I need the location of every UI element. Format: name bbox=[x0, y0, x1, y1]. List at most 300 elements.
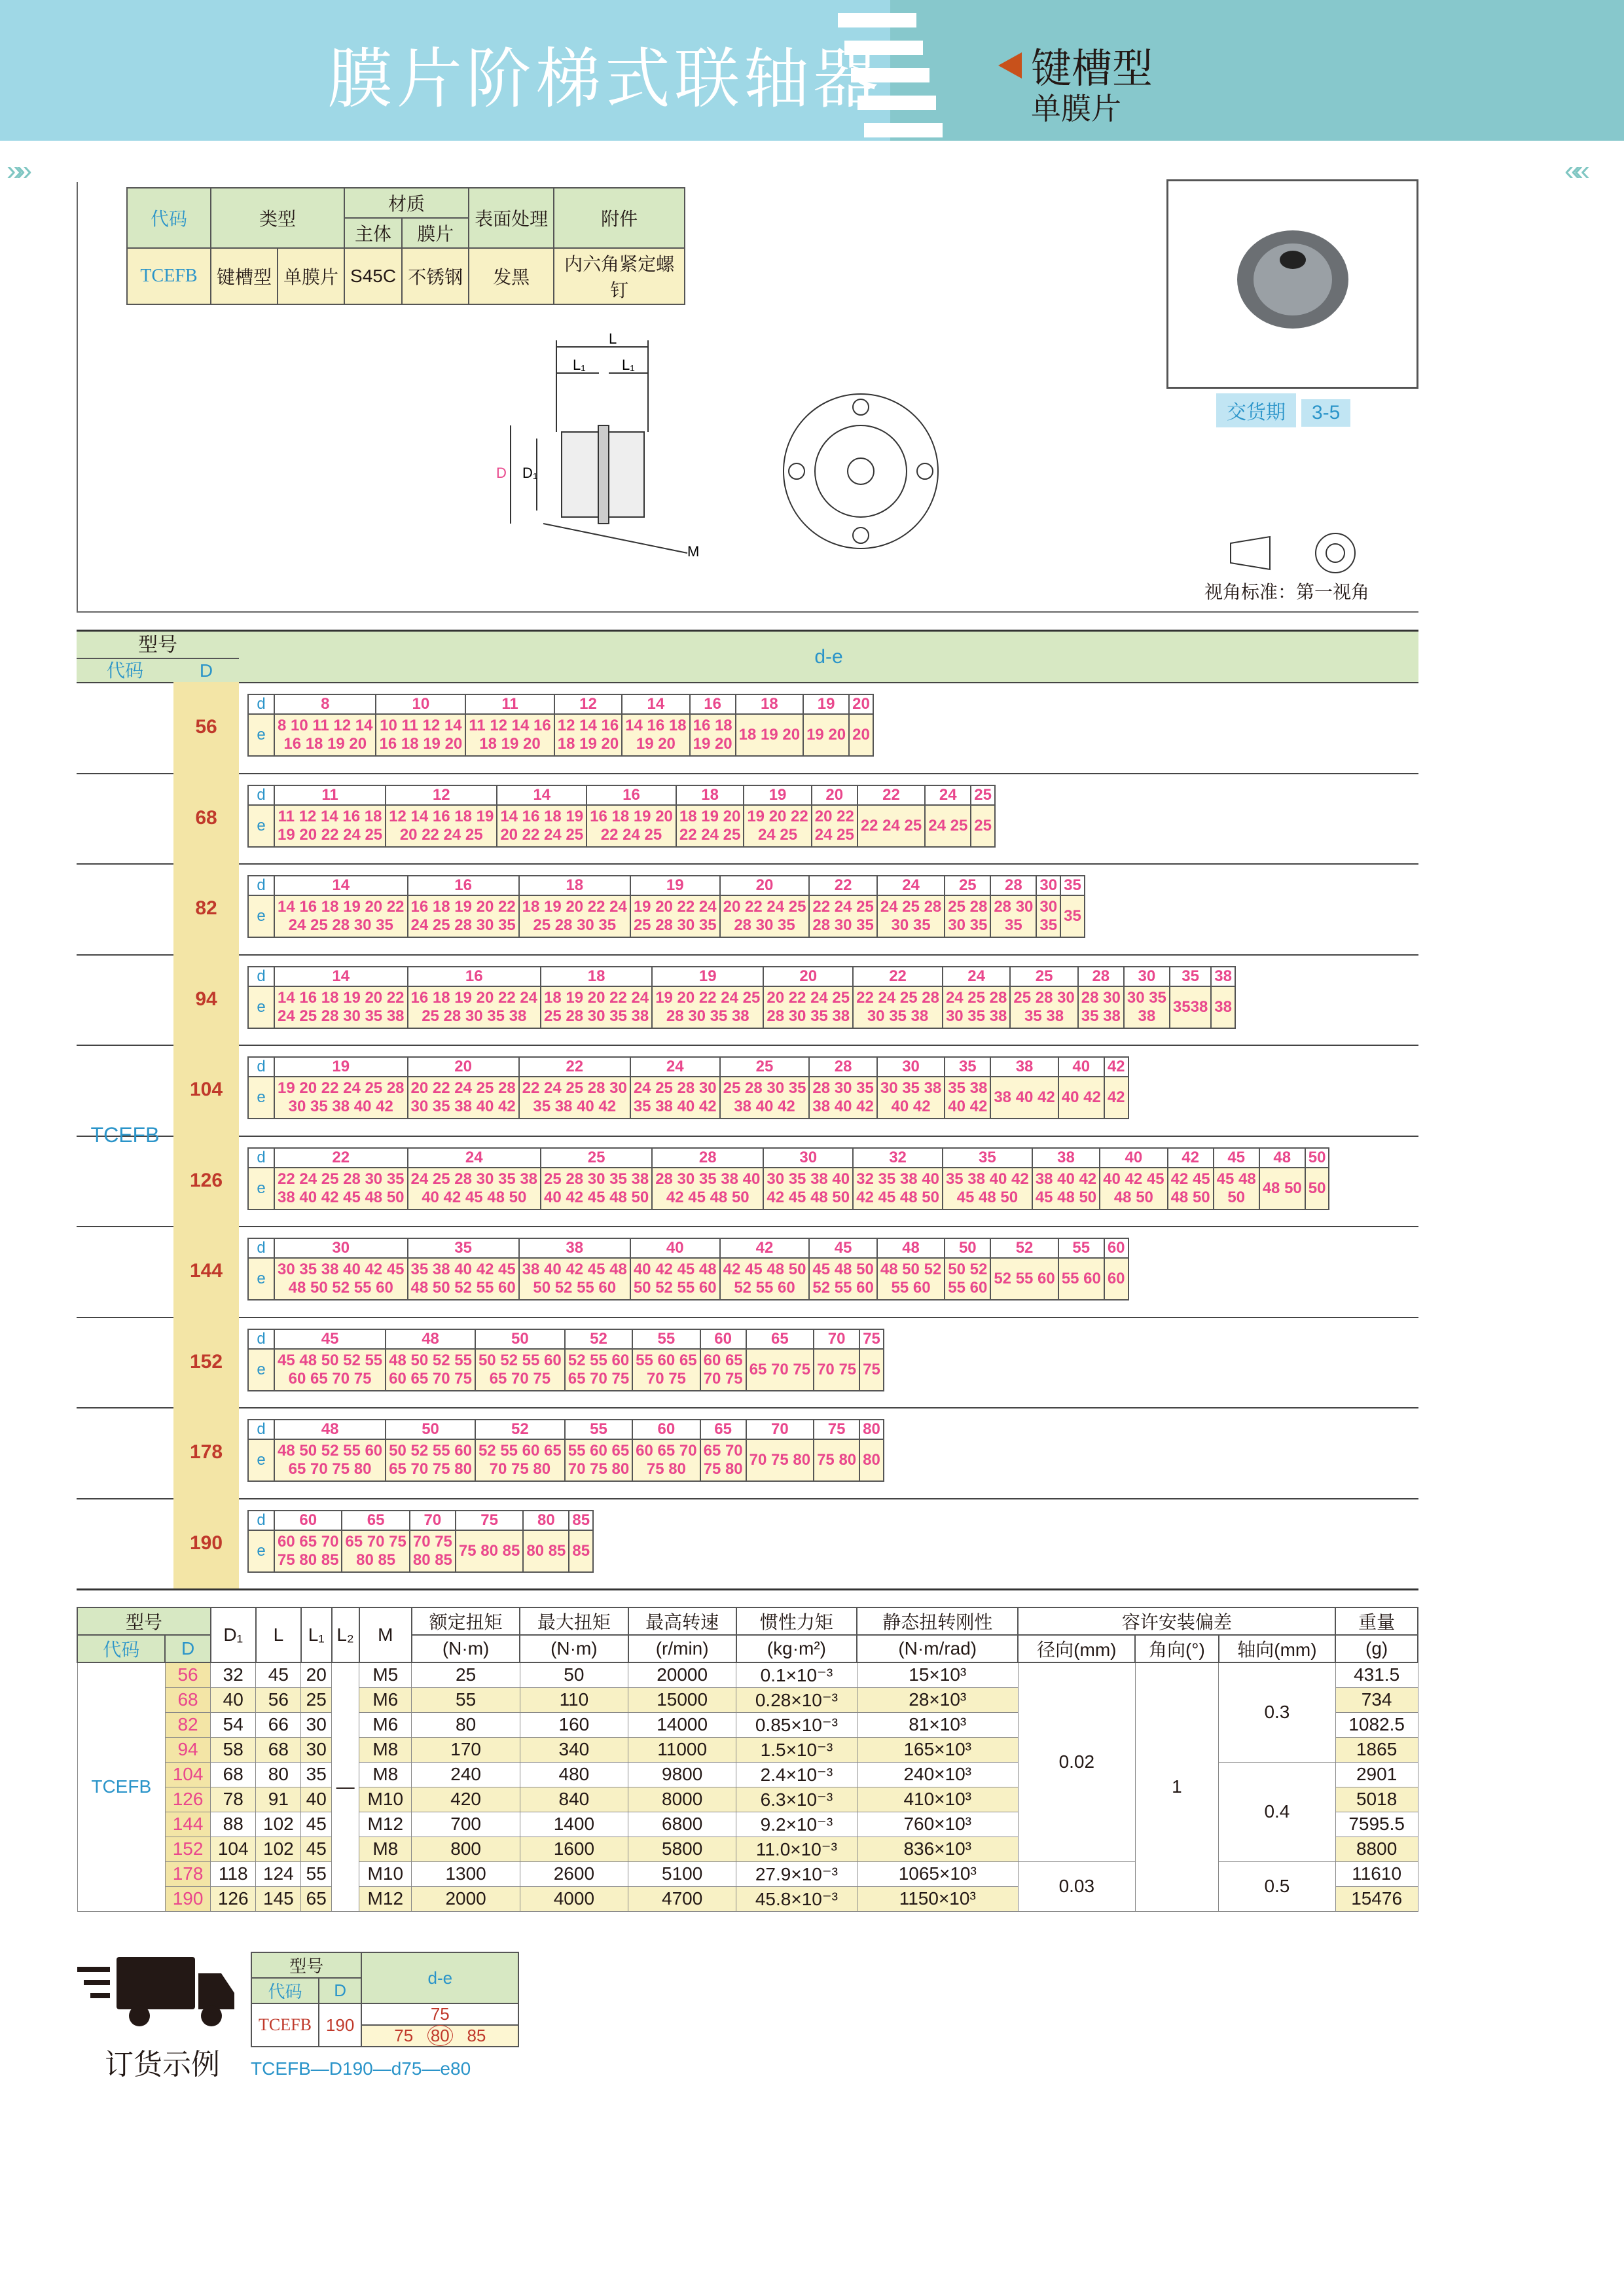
t-cell: 55 bbox=[301, 1861, 332, 1886]
d-value: 85 bbox=[569, 1511, 593, 1530]
t-cell: 58 bbox=[211, 1737, 256, 1762]
e-line2: 16 18 19 20 bbox=[283, 735, 367, 753]
t-h-stu: (N·m/rad) bbox=[857, 1635, 1018, 1662]
e-line2: 65 70 75 bbox=[568, 1369, 630, 1388]
e-line2: 16 18 19 20 bbox=[379, 735, 463, 753]
d-label: d bbox=[248, 1148, 274, 1168]
de-row-D: 82 bbox=[173, 863, 239, 954]
e-line2: 60 65 70 75 bbox=[389, 1369, 472, 1388]
e-values bbox=[386, 1349, 475, 1391]
t-cell: 1150×10³ bbox=[857, 1886, 1018, 1911]
e-line2: 20 22 24 25 bbox=[399, 825, 483, 844]
e-line2: 30 35 38 40 42 bbox=[410, 1098, 516, 1115]
t-cell: 80 bbox=[256, 1762, 301, 1787]
d-value: 10 bbox=[376, 694, 465, 714]
e-values bbox=[746, 1439, 814, 1481]
t-h-sp: 最高转速 bbox=[628, 1607, 736, 1635]
e-values bbox=[1010, 986, 1077, 1028]
t-h-st: 静态扭转刚性 bbox=[857, 1607, 1018, 1635]
t-ax-c: 0.5 bbox=[1219, 1861, 1336, 1911]
d-value: 60 bbox=[632, 1420, 700, 1439]
e-line2: 40 42 45 48 50 bbox=[544, 1188, 649, 1206]
d-value: 35 bbox=[408, 1238, 519, 1258]
d-value: 32 bbox=[853, 1148, 943, 1168]
de-row-D: 68 bbox=[173, 773, 239, 864]
d-value: 25 bbox=[971, 785, 995, 805]
e-line1: 50 bbox=[1308, 1179, 1326, 1197]
e-line1: 10 11 12 14 bbox=[380, 717, 462, 734]
e-line2: 18 19 20 bbox=[479, 735, 541, 753]
dimension-table bbox=[77, 1607, 1418, 1912]
de-subtable bbox=[247, 875, 1085, 938]
d-value: 30 bbox=[877, 1057, 945, 1077]
e-line1: 75 80 85 bbox=[458, 1541, 520, 1560]
e-values bbox=[809, 1077, 876, 1119]
d-value: 20 bbox=[763, 967, 853, 986]
e-values bbox=[541, 1168, 652, 1210]
de-row-D: 178 bbox=[173, 1407, 239, 1498]
d-value: 25 bbox=[720, 1057, 810, 1077]
de-subtable bbox=[247, 966, 1236, 1029]
e-values bbox=[990, 1077, 1058, 1119]
o-h-code: 代码 bbox=[251, 1978, 319, 2003]
e-values bbox=[1058, 1258, 1104, 1300]
t-h-t1u: (N·m) bbox=[412, 1635, 520, 1662]
o-D: 190 bbox=[319, 2003, 361, 2047]
d-value: 65 bbox=[700, 1420, 746, 1439]
e-values bbox=[943, 986, 1010, 1028]
e-line2: 55 60 bbox=[891, 1279, 931, 1297]
e-line2: 20 22 24 25 bbox=[500, 825, 584, 844]
e-values bbox=[700, 1349, 746, 1391]
e-line2: 60 65 70 75 bbox=[288, 1369, 372, 1388]
e-values bbox=[519, 895, 630, 937]
e-values bbox=[630, 895, 720, 937]
t-cell: 700 bbox=[412, 1812, 520, 1837]
e-values bbox=[853, 1168, 943, 1210]
e-line1: 22 24 25 bbox=[812, 898, 874, 916]
e-line2: 48 50 bbox=[1113, 1188, 1153, 1206]
e-line1: 35 38 bbox=[948, 1079, 988, 1097]
d-value: 35 bbox=[1170, 967, 1211, 986]
e-values bbox=[274, 1168, 408, 1210]
truck-icon bbox=[77, 1950, 241, 2036]
d-value: 38 bbox=[990, 1057, 1058, 1077]
d-value: 52 bbox=[565, 1329, 632, 1349]
e-label: e bbox=[248, 1077, 274, 1119]
e-line1: 40 42 45 bbox=[1103, 1170, 1164, 1188]
de-h-model: 型号 bbox=[77, 632, 239, 659]
e-line1: 65 70 75 bbox=[345, 1532, 406, 1551]
t-cell: 25 bbox=[301, 1687, 332, 1712]
e-values bbox=[925, 805, 971, 847]
label-L: L bbox=[609, 331, 617, 347]
e-values bbox=[565, 1439, 632, 1481]
d-label: d bbox=[248, 1238, 274, 1258]
e-values bbox=[408, 1077, 519, 1119]
t-cell: 420 bbox=[412, 1787, 520, 1812]
e-label: e bbox=[248, 895, 274, 937]
label-L1b: L₁ bbox=[622, 357, 635, 373]
t-cell: 91 bbox=[256, 1787, 301, 1812]
o-e2: 80 bbox=[427, 2025, 453, 2046]
d-value: 65 bbox=[342, 1511, 409, 1530]
e-line2: 48 50 52 55 60 bbox=[410, 1279, 516, 1297]
e-line1: 20 22 24 25 bbox=[767, 988, 850, 1007]
t-cell: M8 bbox=[359, 1762, 412, 1787]
de-h-de: d-e bbox=[239, 632, 1418, 683]
product-photo bbox=[1166, 179, 1418, 389]
e-line1: 70 75 bbox=[412, 1532, 452, 1551]
d-value: 38 bbox=[1211, 967, 1235, 986]
o-e bbox=[361, 2025, 518, 2047]
t-h-w: 重量 bbox=[1335, 1607, 1418, 1635]
t-cell: 240×10³ bbox=[857, 1762, 1018, 1787]
t-cell: 45 bbox=[301, 1837, 332, 1861]
e-line1: 14 16 18 19 20 22 bbox=[278, 988, 405, 1007]
e-values bbox=[523, 1530, 569, 1572]
t-h-rad: 径向(mm) bbox=[1018, 1635, 1135, 1662]
e-line1: 3538 bbox=[1172, 997, 1208, 1016]
e-values bbox=[632, 1439, 700, 1481]
e-line2: 75 80 bbox=[646, 1460, 686, 1478]
chevron-right-icon: »» bbox=[7, 154, 26, 187]
e-values bbox=[1036, 895, 1060, 937]
t-cell: 2000 bbox=[412, 1886, 520, 1911]
e-values bbox=[877, 1077, 945, 1119]
e-values bbox=[720, 1258, 810, 1300]
t-cell: 11.0×10⁻³ bbox=[736, 1837, 857, 1861]
e-line1: 60 bbox=[1107, 1270, 1125, 1287]
t-cell: 126 bbox=[165, 1787, 210, 1812]
t-cell: 25 bbox=[412, 1662, 520, 1687]
table-row bbox=[77, 1662, 1418, 1687]
e-line2: 48 50 bbox=[1170, 1188, 1210, 1206]
e-line1: 38 40 42 bbox=[1035, 1170, 1097, 1188]
t-cell: 8800 bbox=[1335, 1837, 1418, 1861]
t-cell: 836×10³ bbox=[857, 1837, 1018, 1861]
d-value: 30 bbox=[274, 1238, 408, 1258]
t-h-L: L bbox=[256, 1607, 301, 1662]
e-values bbox=[630, 1077, 720, 1119]
e-line1: 32 35 38 40 bbox=[856, 1170, 939, 1188]
e-line1: 80 85 bbox=[526, 1541, 566, 1560]
e-values bbox=[410, 1530, 456, 1572]
e-line1: 19 20 22 bbox=[747, 807, 808, 825]
de-subtable bbox=[247, 1147, 1329, 1210]
e-values bbox=[274, 986, 408, 1028]
d-value: 16 bbox=[690, 694, 736, 714]
de-header bbox=[77, 630, 1418, 682]
e-line1: 20 22 24 25 bbox=[723, 898, 806, 916]
e-values bbox=[376, 714, 465, 756]
d-value: 20 bbox=[408, 1057, 519, 1077]
d-value: 48 bbox=[274, 1420, 386, 1439]
e-values bbox=[497, 805, 586, 847]
e-values bbox=[274, 1530, 342, 1572]
t-cell: 9800 bbox=[628, 1762, 736, 1787]
e-values bbox=[274, 1349, 386, 1391]
e-line2: 24 25 28 30 35 38 bbox=[278, 1007, 405, 1025]
t-cell: 734 bbox=[1335, 1687, 1418, 1712]
t-cell: 4000 bbox=[520, 1886, 628, 1911]
d-value: 70 bbox=[746, 1420, 814, 1439]
t-cell: 68 bbox=[211, 1762, 256, 1787]
d-value: 19 bbox=[652, 967, 763, 986]
e-line2: 25 28 30 35 38 bbox=[422, 1007, 527, 1025]
e-line1: 50 52 55 60 bbox=[389, 1442, 472, 1460]
d-value: 16 bbox=[408, 876, 519, 895]
e-line1: 42 45 bbox=[1170, 1170, 1210, 1188]
e-label: e bbox=[248, 986, 274, 1028]
e-values bbox=[554, 714, 622, 756]
e-values bbox=[274, 895, 408, 937]
e-values bbox=[1104, 1258, 1128, 1300]
delivery bbox=[1216, 393, 1356, 427]
t-h-tol: 容许安装偏差 bbox=[1018, 1607, 1335, 1635]
e-line2: 42 45 48 50 bbox=[856, 1188, 939, 1206]
e-line1: 30 35 38 bbox=[880, 1079, 942, 1097]
d-value: 50 bbox=[1305, 1148, 1329, 1168]
e-line1: 80 bbox=[863, 1451, 880, 1469]
e-values bbox=[814, 1439, 859, 1481]
t-cell: 32 bbox=[211, 1662, 256, 1687]
e-values bbox=[809, 895, 876, 937]
e-line2: 30 35 38 bbox=[867, 1007, 929, 1025]
d-value: 14 bbox=[622, 694, 689, 714]
e-values bbox=[569, 1530, 593, 1572]
d-value: 55 bbox=[632, 1329, 700, 1349]
t-cell: 340 bbox=[520, 1737, 628, 1762]
e-line1: 30 35 38 40 42 45 bbox=[278, 1261, 405, 1278]
e-line2: 30 35 38 bbox=[945, 1007, 1007, 1025]
d-value: 24 bbox=[877, 876, 945, 895]
e-line1: 14 16 18 19 bbox=[500, 807, 584, 825]
d-value: 42 bbox=[1168, 1148, 1214, 1168]
e-line2: 70 75 bbox=[703, 1369, 743, 1388]
e-line2: 65 70 75 80 bbox=[288, 1460, 372, 1478]
e-line1: 48 50 52 bbox=[880, 1261, 942, 1278]
e-line2: 38 40 42 45 48 50 bbox=[278, 1188, 405, 1206]
e-line1: 42 bbox=[1107, 1088, 1125, 1106]
e-line1: 24 25 28 bbox=[945, 988, 1007, 1007]
e-line2: 18 19 20 bbox=[557, 735, 619, 753]
e-line2: 28 30 35 38 bbox=[767, 1007, 850, 1025]
d-value: 25 bbox=[945, 876, 990, 895]
e-values bbox=[809, 1258, 876, 1300]
e-values bbox=[877, 1258, 945, 1300]
e-line1: 28 30 35 38 40 bbox=[655, 1170, 761, 1188]
d-value: 38 bbox=[1032, 1148, 1100, 1168]
e-line1: 12 14 16 bbox=[557, 717, 619, 734]
e-line1: 42 45 48 50 bbox=[723, 1261, 806, 1278]
e-values bbox=[990, 895, 1036, 937]
t-h-M: M bbox=[359, 1607, 412, 1662]
t-cell: 1865 bbox=[1335, 1737, 1418, 1762]
e-line1: 55 60 65 bbox=[568, 1442, 630, 1460]
label-M: M bbox=[687, 543, 700, 560]
t-cell: 35 bbox=[301, 1762, 332, 1787]
e-line2: 25 28 30 35 38 bbox=[544, 1007, 649, 1025]
e-values bbox=[519, 1258, 630, 1300]
t-cell: 102 bbox=[256, 1837, 301, 1861]
d-value: 24 bbox=[943, 967, 1010, 986]
t-code: TCEFB bbox=[77, 1662, 165, 1911]
d-value: 28 bbox=[809, 1057, 876, 1077]
e-values bbox=[622, 714, 689, 756]
e-line2: 30 35 bbox=[948, 916, 988, 934]
t-h-L2: L₂ bbox=[332, 1607, 359, 1662]
d-value: 70 bbox=[410, 1511, 456, 1530]
t-rad-b: 0.03 bbox=[1018, 1861, 1135, 1911]
de-row-D: 104 bbox=[173, 1045, 239, 1136]
d-value: 12 bbox=[554, 694, 622, 714]
side-view-drawing bbox=[458, 327, 753, 576]
t-cell: 20 bbox=[301, 1662, 332, 1687]
e-line2: 28 30 35 38 bbox=[666, 1007, 749, 1025]
d-value: 60 bbox=[274, 1511, 342, 1530]
e-line1: 20 22 24 25 28 bbox=[410, 1079, 516, 1097]
e-values bbox=[859, 1349, 884, 1391]
e-line1: 60 65 bbox=[703, 1351, 743, 1369]
o-e3: 85 bbox=[467, 2026, 486, 2045]
t-ax-a: 0.3 bbox=[1219, 1662, 1336, 1762]
e-line1: 25 bbox=[974, 816, 992, 834]
e-line1: 25 28 30 bbox=[1013, 988, 1075, 1007]
spec-h-surf: 表面处理 bbox=[469, 188, 554, 248]
t-cell: 82 bbox=[165, 1712, 210, 1737]
d-label: d bbox=[248, 1420, 274, 1439]
e-line2: 25 28 30 35 bbox=[533, 916, 617, 934]
t-cell: 20000 bbox=[628, 1662, 736, 1687]
t-cell: 5800 bbox=[628, 1837, 736, 1861]
d-value: 50 bbox=[386, 1420, 475, 1439]
t-cell: M6 bbox=[359, 1687, 412, 1712]
e-line2: 25 28 30 35 bbox=[633, 916, 717, 934]
e-values bbox=[971, 805, 995, 847]
e-line2: 30 35 38 40 42 bbox=[288, 1098, 393, 1115]
e-line2: 50 52 55 60 bbox=[633, 1279, 717, 1297]
e-line1: 35 bbox=[1064, 907, 1081, 925]
t-cell: 88 bbox=[211, 1812, 256, 1837]
d-label: d bbox=[248, 1057, 274, 1077]
e-values bbox=[814, 1349, 859, 1391]
d-value: 52 bbox=[990, 1238, 1058, 1258]
d-value: 22 bbox=[857, 785, 925, 805]
t-cell: 40 bbox=[301, 1787, 332, 1812]
d-value: 70 bbox=[814, 1329, 859, 1349]
d-value: 45 bbox=[1214, 1148, 1259, 1168]
d-value: 25 bbox=[541, 1148, 652, 1168]
e-line2: 35 38 bbox=[1081, 1007, 1121, 1025]
t-cell: 50 bbox=[520, 1662, 628, 1687]
d-value: 48 bbox=[386, 1329, 475, 1349]
e-line2: 80 85 bbox=[412, 1551, 452, 1569]
e-values bbox=[475, 1439, 565, 1481]
e-values bbox=[541, 986, 652, 1028]
o-h-model: 型号 bbox=[251, 1952, 361, 1978]
e-values bbox=[1060, 895, 1085, 937]
e-values bbox=[408, 895, 519, 937]
t-cell: 410×10³ bbox=[857, 1787, 1018, 1812]
t-cell: 81×10³ bbox=[857, 1712, 1018, 1737]
t-cell: 170 bbox=[412, 1737, 520, 1762]
e-line2: 45 48 50 bbox=[1035, 1188, 1097, 1206]
de-subtable bbox=[247, 1056, 1129, 1119]
d-label: d bbox=[248, 967, 274, 986]
e-line1: 22 24 25 28 bbox=[856, 988, 939, 1007]
t-cell: 6.3×10⁻³ bbox=[736, 1787, 857, 1812]
t-cell: 2.4×10⁻³ bbox=[736, 1762, 857, 1787]
d-value: 24 bbox=[925, 785, 971, 805]
d-value: 50 bbox=[945, 1238, 990, 1258]
de-row-D: 152 bbox=[173, 1317, 239, 1408]
coupling-image bbox=[1168, 181, 1417, 387]
d-value: 14 bbox=[274, 967, 408, 986]
e-line2: 24 25 bbox=[814, 825, 854, 844]
t-cell: 65 bbox=[301, 1886, 332, 1911]
e-line2: 48 50 52 55 60 bbox=[288, 1279, 393, 1297]
e-line1: 48 50 52 55 60 bbox=[278, 1442, 383, 1460]
e-line1: 14 16 18 19 20 22 bbox=[278, 898, 405, 916]
e-line2: 22 24 25 bbox=[600, 825, 662, 844]
e-values bbox=[1124, 986, 1170, 1028]
e-values bbox=[1078, 986, 1124, 1028]
e-line1: 19 20 22 24 25 bbox=[655, 988, 761, 1007]
t-cell: 15000 bbox=[628, 1687, 736, 1712]
e-values bbox=[565, 1349, 632, 1391]
e-line2: 24 25 bbox=[758, 825, 798, 844]
spec-sub: 单膜片 bbox=[278, 248, 344, 304]
e-line1: 70 75 80 bbox=[749, 1451, 811, 1469]
t-cell: 431.5 bbox=[1335, 1662, 1418, 1687]
d-value: 25 bbox=[1010, 967, 1077, 986]
e-values bbox=[1032, 1168, 1100, 1210]
d-value: 22 bbox=[853, 967, 943, 986]
t-cell: M8 bbox=[359, 1737, 412, 1762]
spec-h-body: 主体 bbox=[344, 218, 402, 248]
e-line2: 35 bbox=[1039, 916, 1058, 934]
t-cell: 152 bbox=[165, 1837, 210, 1861]
e-line1: 16 18 bbox=[693, 717, 732, 734]
t-h-model: 型号 bbox=[77, 1607, 211, 1635]
de-subtable bbox=[247, 1510, 594, 1573]
t-h-t1: 额定扭矩 bbox=[412, 1607, 520, 1635]
d-value: 28 bbox=[990, 876, 1036, 895]
e-values bbox=[274, 1439, 386, 1481]
e-line1: 30 bbox=[1039, 898, 1058, 916]
e-values bbox=[700, 1439, 746, 1481]
delivery-value: 3-5 bbox=[1301, 399, 1350, 427]
spec-acc: 内六角紧定螺钉 bbox=[554, 248, 685, 304]
t-cell: 4700 bbox=[628, 1886, 736, 1911]
e-label: e bbox=[248, 1530, 274, 1572]
e-line1: 75 bbox=[863, 1360, 880, 1378]
e-values bbox=[1170, 986, 1211, 1028]
de-subtable bbox=[247, 1329, 884, 1391]
e-line2: 50 bbox=[1227, 1188, 1246, 1206]
de-bottom-rule bbox=[77, 1588, 1418, 1590]
e-line1: 22 24 25 bbox=[860, 816, 922, 834]
t-cell: 1400 bbox=[520, 1812, 628, 1837]
e-line1: 50 52 55 60 bbox=[478, 1351, 562, 1369]
e-line2: 24 25 28 30 35 bbox=[410, 916, 516, 934]
e-line1: 85 bbox=[572, 1541, 590, 1560]
t-cell: 1.5×10⁻³ bbox=[736, 1737, 857, 1762]
e-values bbox=[1305, 1168, 1329, 1210]
t-cell: 56 bbox=[165, 1662, 210, 1687]
d-value: 45 bbox=[274, 1329, 386, 1349]
